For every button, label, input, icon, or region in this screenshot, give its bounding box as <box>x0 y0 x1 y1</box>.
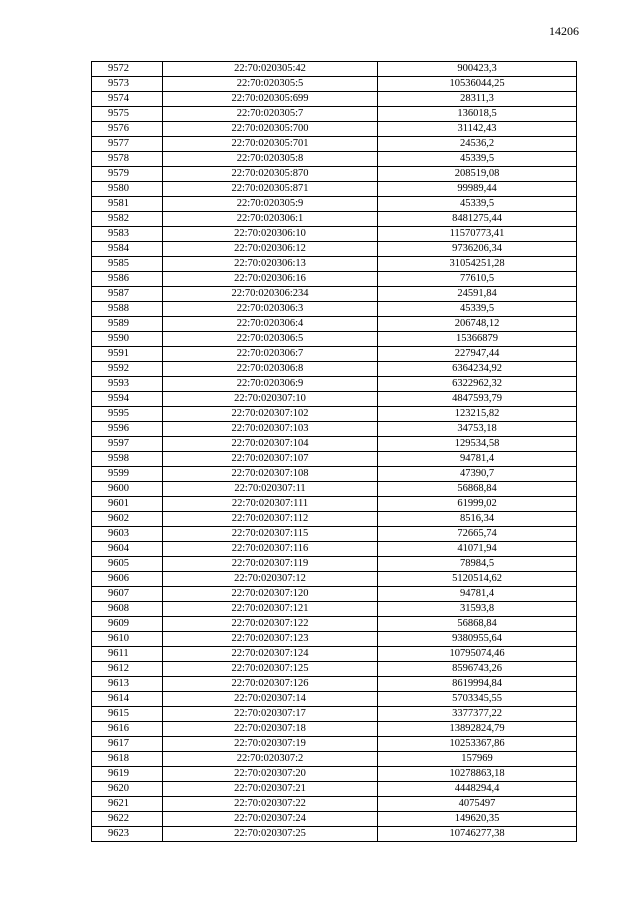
cadastral-number-cell: 22:70:020307:111 <box>163 497 378 512</box>
value-cell: 61999,02 <box>378 497 577 512</box>
cadastral-number-cell: 22:70:020306:1 <box>163 212 378 227</box>
table-body <box>92 62 577 842</box>
value-cell: 45339,5 <box>378 302 577 317</box>
table-row <box>92 752 577 767</box>
value-cell: 10253367,86 <box>378 737 577 752</box>
row-number-cell: 9585 <box>92 257 163 272</box>
row-number-cell: 9584 <box>92 242 163 257</box>
value-cell: 94781,4 <box>378 452 577 467</box>
row-number-cell: 9614 <box>92 692 163 707</box>
value-cell: 10746277,38 <box>378 827 577 842</box>
row-number-cell: 9589 <box>92 317 163 332</box>
value-cell: 3377377,22 <box>378 707 577 722</box>
value-cell: 8596743,26 <box>378 662 577 677</box>
value-cell: 47390,7 <box>378 467 577 482</box>
value-cell: 45339,5 <box>378 152 577 167</box>
row-number-cell: 9583 <box>92 227 163 242</box>
value-cell: 4075497 <box>378 797 577 812</box>
value-cell: 123215,82 <box>378 407 577 422</box>
table-row <box>92 677 577 692</box>
cadastral-number-cell: 22:70:020307:120 <box>163 587 378 602</box>
cadastral-number-cell: 22:70:020305:699 <box>163 92 378 107</box>
table-row <box>92 692 577 707</box>
cadastral-number-cell: 22:70:020306:13 <box>163 257 378 272</box>
value-cell: 99989,44 <box>378 182 577 197</box>
row-number-cell: 9621 <box>92 797 163 812</box>
cadastral-number-cell: 22:70:020305:42 <box>163 62 378 77</box>
cadastral-number-cell: 22:70:020305:9 <box>163 197 378 212</box>
cadastral-number-cell: 22:70:020307:10 <box>163 392 378 407</box>
cadastral-number-cell: 22:70:020305:8 <box>163 152 378 167</box>
table-row <box>92 557 577 572</box>
table-row <box>92 257 577 272</box>
table-row <box>92 632 577 647</box>
row-number-cell: 9588 <box>92 302 163 317</box>
value-cell: 5703345,55 <box>378 692 577 707</box>
table-row <box>92 812 577 827</box>
cadastral-number-cell: 22:70:020307:103 <box>163 422 378 437</box>
value-cell: 72665,74 <box>378 527 577 542</box>
row-number-cell: 9574 <box>92 92 163 107</box>
value-cell: 149620,35 <box>378 812 577 827</box>
row-number-cell: 9612 <box>92 662 163 677</box>
table-row <box>92 107 577 122</box>
row-number-cell: 9623 <box>92 827 163 842</box>
row-number-cell: 9598 <box>92 452 163 467</box>
row-number-cell: 9591 <box>92 347 163 362</box>
row-number-cell: 9581 <box>92 197 163 212</box>
row-number-cell: 9578 <box>92 152 163 167</box>
row-number-cell: 9605 <box>92 557 163 572</box>
table-row <box>92 587 577 602</box>
value-cell: 31593,8 <box>378 602 577 617</box>
cadastral-number-cell: 22:70:020307:122 <box>163 617 378 632</box>
value-cell: 56868,84 <box>378 617 577 632</box>
cadastral-number-cell: 22:70:020307:126 <box>163 677 378 692</box>
value-cell: 34753,18 <box>378 422 577 437</box>
table-row <box>92 722 577 737</box>
cadastral-number-cell: 22:70:020306:10 <box>163 227 378 242</box>
cadastral-number-cell: 22:70:020307:107 <box>163 452 378 467</box>
row-number-cell: 9617 <box>92 737 163 752</box>
table-row <box>92 212 577 227</box>
table-row <box>92 62 577 77</box>
table-row <box>92 437 577 452</box>
cadastral-number-cell: 22:70:020305:870 <box>163 167 378 182</box>
cadastral-number-cell: 22:70:020306:4 <box>163 317 378 332</box>
table-row <box>92 617 577 632</box>
cadastral-number-cell: 22:70:020307:116 <box>163 542 378 557</box>
table-row <box>92 467 577 482</box>
row-number-cell: 9606 <box>92 572 163 587</box>
table-row <box>92 77 577 92</box>
row-number-cell: 9587 <box>92 287 163 302</box>
row-number-cell: 9609 <box>92 617 163 632</box>
cadastral-number-cell: 22:70:020307:24 <box>163 812 378 827</box>
table-row <box>92 317 577 332</box>
row-number-cell: 9608 <box>92 602 163 617</box>
table-row <box>92 182 577 197</box>
value-cell: 24591,84 <box>378 287 577 302</box>
cadastral-number-cell: 22:70:020305:7 <box>163 107 378 122</box>
table-row <box>92 137 577 152</box>
cadastral-number-cell: 22:70:020307:18 <box>163 722 378 737</box>
value-cell: 28311,3 <box>378 92 577 107</box>
row-number-cell: 9618 <box>92 752 163 767</box>
cadastral-number-cell: 22:70:020305:5 <box>163 77 378 92</box>
cadastral-number-cell: 22:70:020306:5 <box>163 332 378 347</box>
table-row <box>92 767 577 782</box>
cadastral-number-cell: 22:70:020307:124 <box>163 647 378 662</box>
table-row <box>92 782 577 797</box>
table-row <box>92 227 577 242</box>
table-row <box>92 512 577 527</box>
page-number: 14206 <box>549 24 579 38</box>
row-number-cell: 9594 <box>92 392 163 407</box>
table-row <box>92 197 577 212</box>
table-row <box>92 482 577 497</box>
table-row <box>92 362 577 377</box>
table-row <box>92 647 577 662</box>
row-number-cell: 9600 <box>92 482 163 497</box>
value-cell: 6322962,32 <box>378 377 577 392</box>
value-cell: 6364234,92 <box>378 362 577 377</box>
table-row <box>92 332 577 347</box>
value-cell: 227947,44 <box>378 347 577 362</box>
row-number-cell: 9615 <box>92 707 163 722</box>
table-row <box>92 167 577 182</box>
row-number-cell: 9602 <box>92 512 163 527</box>
cadastral-number-cell: 22:70:020306:8 <box>163 362 378 377</box>
cadastral-number-cell: 22:70:020307:108 <box>163 467 378 482</box>
value-cell: 8516,34 <box>378 512 577 527</box>
cadastral-number-cell: 22:70:020307:125 <box>163 662 378 677</box>
value-cell: 31142,43 <box>378 122 577 137</box>
value-cell: 157969 <box>378 752 577 767</box>
value-cell: 4448294,4 <box>378 782 577 797</box>
table-row <box>92 737 577 752</box>
table-row <box>92 122 577 137</box>
row-number-cell: 9590 <box>92 332 163 347</box>
cadastral-number-cell: 22:70:020307:14 <box>163 692 378 707</box>
value-cell: 8619994,84 <box>378 677 577 692</box>
row-number-cell: 9582 <box>92 212 163 227</box>
table-row <box>92 377 577 392</box>
cadastral-number-cell: 22:70:020307:102 <box>163 407 378 422</box>
table-row <box>92 602 577 617</box>
row-number-cell: 9577 <box>92 137 163 152</box>
table-row <box>92 527 577 542</box>
table-row <box>92 392 577 407</box>
cadastral-number-cell: 22:70:020307:2 <box>163 752 378 767</box>
value-cell: 8481275,44 <box>378 212 577 227</box>
row-number-cell: 9586 <box>92 272 163 287</box>
value-cell: 24536,2 <box>378 137 577 152</box>
value-cell: 4847593,79 <box>378 392 577 407</box>
table-row <box>92 152 577 167</box>
table-row <box>92 662 577 677</box>
cadastral-number-cell: 22:70:020305:871 <box>163 182 378 197</box>
row-number-cell: 9579 <box>92 167 163 182</box>
table-row <box>92 287 577 302</box>
row-number-cell: 9610 <box>92 632 163 647</box>
cadastral-number-cell: 22:70:020305:701 <box>163 137 378 152</box>
value-cell: 41071,94 <box>378 542 577 557</box>
cadastral-number-cell: 22:70:020307:21 <box>163 782 378 797</box>
table-row <box>92 497 577 512</box>
cadastral-number-cell: 22:70:020307:119 <box>163 557 378 572</box>
value-cell: 206748,12 <box>378 317 577 332</box>
value-cell: 5120514,62 <box>378 572 577 587</box>
row-number-cell: 9620 <box>92 782 163 797</box>
table-row <box>92 707 577 722</box>
cadastral-number-cell: 22:70:020306:7 <box>163 347 378 362</box>
cadastral-number-cell: 22:70:020307:20 <box>163 767 378 782</box>
value-cell: 136018,5 <box>378 107 577 122</box>
cadastral-number-cell: 22:70:020307:19 <box>163 737 378 752</box>
value-cell: 94781,4 <box>378 587 577 602</box>
table-row <box>92 797 577 812</box>
value-cell: 900423,3 <box>378 62 577 77</box>
row-number-cell: 9604 <box>92 542 163 557</box>
cadastral-number-cell: 22:70:020305:700 <box>163 122 378 137</box>
table-row <box>92 242 577 257</box>
cadastral-number-cell: 22:70:020307:12 <box>163 572 378 587</box>
cadastral-number-cell: 22:70:020307:22 <box>163 797 378 812</box>
value-cell: 45339,5 <box>378 197 577 212</box>
cadastral-number-cell: 22:70:020306:16 <box>163 272 378 287</box>
row-number-cell: 9619 <box>92 767 163 782</box>
table-row <box>92 827 577 842</box>
cadastral-number-cell: 22:70:020307:121 <box>163 602 378 617</box>
cadastral-number-cell: 22:70:020306:3 <box>163 302 378 317</box>
value-cell: 77610,5 <box>378 272 577 287</box>
value-cell: 78984,5 <box>378 557 577 572</box>
cadastral-number-cell: 22:70:020307:104 <box>163 437 378 452</box>
row-number-cell: 9572 <box>92 62 163 77</box>
table-row <box>92 407 577 422</box>
cadastral-number-cell: 22:70:020307:25 <box>163 827 378 842</box>
cadastral-number-cell: 22:70:020307:115 <box>163 527 378 542</box>
cadastral-number-cell: 22:70:020307:17 <box>163 707 378 722</box>
cadastral-number-cell: 22:70:020307:112 <box>163 512 378 527</box>
value-cell: 31054251,28 <box>378 257 577 272</box>
row-number-cell: 9601 <box>92 497 163 512</box>
value-cell: 129534,58 <box>378 437 577 452</box>
cadastral-number-cell: 22:70:020307:123 <box>163 632 378 647</box>
row-number-cell: 9576 <box>92 122 163 137</box>
row-number-cell: 9611 <box>92 647 163 662</box>
table-row <box>92 347 577 362</box>
row-number-cell: 9613 <box>92 677 163 692</box>
table-row <box>92 422 577 437</box>
cadastral-number-cell: 22:70:020307:11 <box>163 482 378 497</box>
row-number-cell: 9616 <box>92 722 163 737</box>
row-number-cell: 9607 <box>92 587 163 602</box>
row-number-cell: 9593 <box>92 377 163 392</box>
row-number-cell: 9595 <box>92 407 163 422</box>
value-cell: 9736206,34 <box>378 242 577 257</box>
table-row <box>92 452 577 467</box>
cadastral-number-cell: 22:70:020306:234 <box>163 287 378 302</box>
value-cell: 10278863,18 <box>378 767 577 782</box>
value-cell: 9380955,64 <box>378 632 577 647</box>
cadastral-number-cell: 22:70:020306:12 <box>163 242 378 257</box>
cadastral-number-cell: 22:70:020306:9 <box>163 377 378 392</box>
row-number-cell: 9597 <box>92 437 163 452</box>
row-number-cell: 9622 <box>92 812 163 827</box>
value-cell: 208519,08 <box>378 167 577 182</box>
table-row <box>92 92 577 107</box>
row-number-cell: 9573 <box>92 77 163 92</box>
value-cell: 13892824,79 <box>378 722 577 737</box>
row-number-cell: 9599 <box>92 467 163 482</box>
value-cell: 10536044,25 <box>378 77 577 92</box>
table-row <box>92 272 577 287</box>
row-number-cell: 9603 <box>92 527 163 542</box>
row-number-cell: 9596 <box>92 422 163 437</box>
table-row <box>92 572 577 587</box>
value-cell: 11570773,41 <box>378 227 577 242</box>
row-number-cell: 9575 <box>92 107 163 122</box>
table-row <box>92 302 577 317</box>
value-cell: 15366879 <box>378 332 577 347</box>
value-cell: 10795074,46 <box>378 647 577 662</box>
value-cell: 56868,84 <box>378 482 577 497</box>
table-row <box>92 542 577 557</box>
row-number-cell: 9580 <box>92 182 163 197</box>
row-number-cell: 9592 <box>92 362 163 377</box>
cadastral-value-table <box>91 61 577 842</box>
